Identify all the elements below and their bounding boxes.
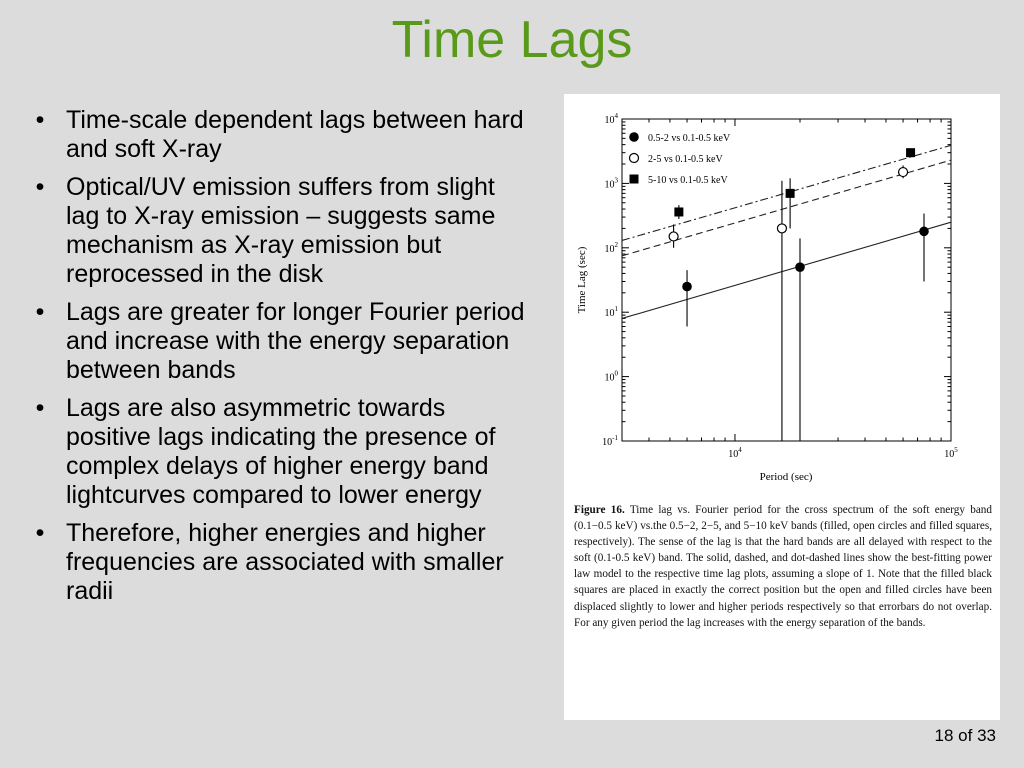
slide-number: 18 of 33	[934, 726, 996, 745]
legend-label: 2-5 vs 0.1-0.5 keV	[648, 154, 723, 165]
x-axis-label: Period (sec)	[759, 471, 813, 483]
legend-marker-open-circle	[630, 154, 639, 163]
bullet-text: Optical/UV emission suffers from slight lag to X-ray emission – suggests same mechanism as X-ray emission but reprocessed in the disk	[66, 173, 496, 288]
y-tick-label: $10^1$	[604, 305, 618, 320]
data-point-open-circle	[777, 224, 786, 233]
legend-marker-filled-square	[630, 175, 639, 184]
bullet-marker: •	[35, 106, 45, 134]
legend-label: 5-10 vs 0.1-0.5 keV	[648, 175, 728, 186]
y-tick-label: $10^2$	[604, 240, 618, 255]
data-point-filled-square	[786, 189, 795, 198]
bullet-text: Time-scale dependent lags between hard and soft X-ray	[66, 106, 524, 163]
bullet-item	[30, 298, 530, 385]
bullet-item	[30, 519, 530, 606]
y-tick-label: $10^4$	[604, 112, 618, 126]
y-tick-label: $10^{-1}$	[602, 434, 618, 448]
y-tick-label: $10^0$	[604, 369, 618, 384]
figure-caption	[574, 502, 992, 631]
data-point-open-circle	[899, 168, 908, 177]
x-tick-label: $10^4$	[728, 446, 742, 460]
bullet-item	[30, 173, 530, 289]
data-point-filled-circle	[795, 262, 805, 272]
slide-title: Time Lags	[391, 11, 633, 69]
caption-text: Time lag vs. Fourier period for the cross spectrum of the soft energy band (0.1−0.5 keV) vs.the 0.5−2, 2−5, and 5−10 keV bands (filled, open circles and filled squares, respectively). The sense of the lag is that the hard bands are all delayed with respect to the soft (0.1-0.5 keV) band. The solid, dashed, and dot-dashed lines show the best-fitting power law model to the respective time lag plots, assuming a slope of 1. Note that the filled black squares are placed in exactly the correct position but the open and filled circles have been displaced slightly to lower and higher periods respectively so that errorbars do not overlap. For any given period the lag increases with the energy separation of the bands.	[574, 504, 992, 629]
bullet-marker: •	[35, 394, 45, 422]
data-point-open-circle	[669, 232, 678, 241]
bullet-item	[30, 394, 530, 510]
legend-label: 0.5-2 vs 0.1-0.5 keV	[648, 133, 731, 144]
legend-marker-filled-circle	[629, 132, 639, 142]
x-tick-label: $10^5$	[944, 446, 958, 460]
time-lag-chart	[564, 94, 1000, 494]
data-point-filled-circle	[682, 282, 692, 292]
bullet-marker: •	[35, 298, 45, 326]
data-point-filled-circle	[919, 227, 929, 237]
bullet-list	[30, 106, 530, 615]
bullet-marker: •	[35, 519, 45, 547]
figure-panel	[564, 94, 1000, 720]
bullet-item	[30, 106, 530, 164]
bullet-text: Therefore, higher energies and higher frequencies are associated with smaller radii	[66, 519, 504, 605]
bullet-text: Lags are greater for longer Fourier period and increase with the energy separation between bands	[66, 298, 525, 384]
data-point-filled-square	[906, 148, 915, 157]
bullet-text: Lags are also asymmetric towards positive lags indicating the presence of complex delays of higher energy band lightcurves compared to lower energy	[66, 394, 496, 509]
y-axis-label: Time Lag (sec)	[576, 246, 588, 314]
caption-label: Figure 16.	[574, 504, 625, 516]
data-point-filled-square	[674, 207, 683, 216]
y-tick-label: $10^3$	[604, 176, 618, 191]
bullet-marker: •	[35, 173, 45, 201]
